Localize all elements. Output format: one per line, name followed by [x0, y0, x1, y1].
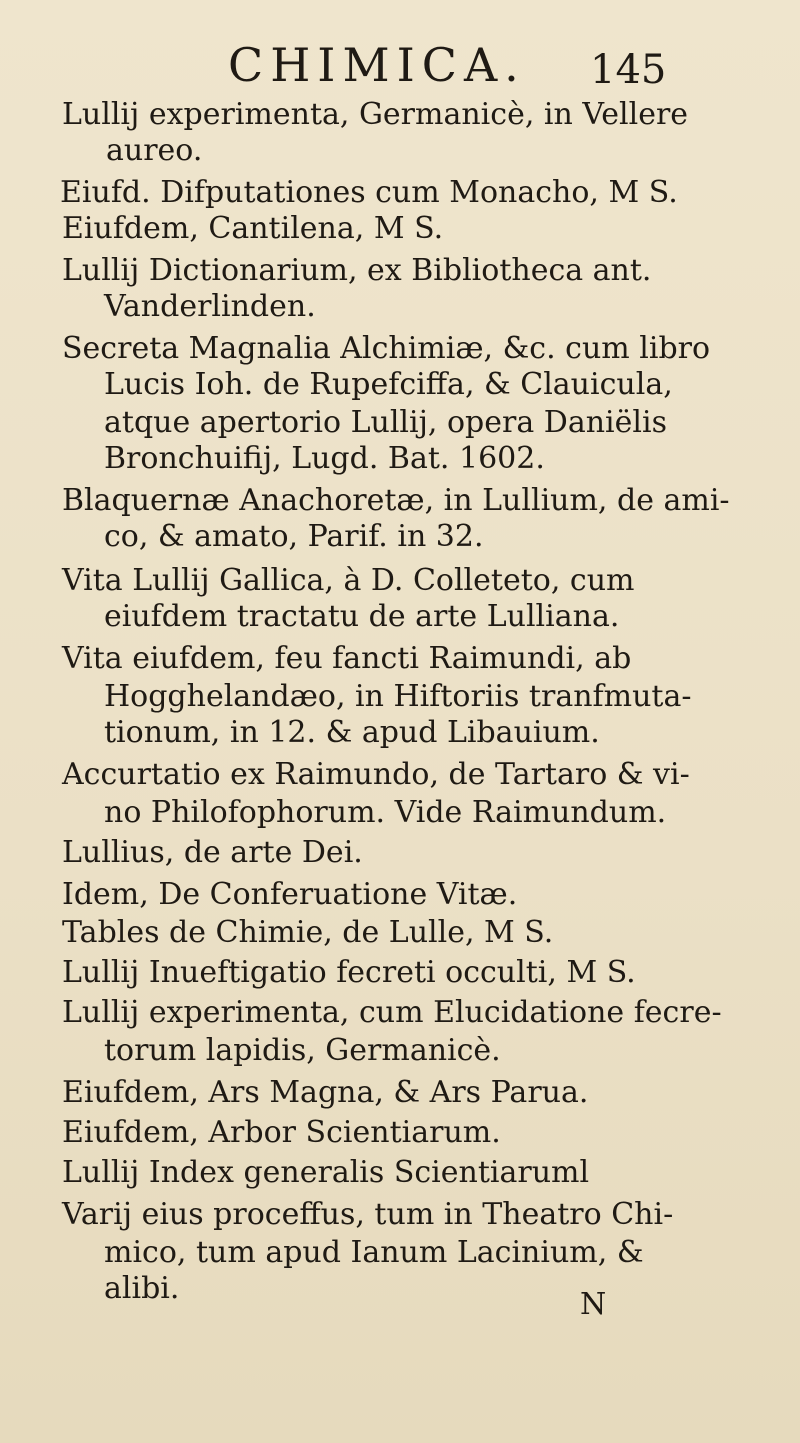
text-line: aureo. — [106, 133, 203, 168]
text-line: Idem, De Conferuatione Vitæ. — [62, 877, 518, 912]
text-line: Eiufdem, Arbor Scientiarum. — [62, 1115, 501, 1150]
text-line: Tables de Chimie, de Lulle, M S. — [62, 915, 554, 950]
text-line: Lullij Inueftigatio fecreti occulti, M S. — [62, 955, 636, 990]
page-number: 145 — [590, 47, 667, 93]
text-line: Eiufdem, Ars Magna, & Ars Parua. — [62, 1075, 589, 1110]
text-line: Lullij experimenta, cum Elucidatione fecre- — [62, 995, 722, 1030]
text-line: atque apertorio Lullij, opera Daniëlis — [104, 405, 667, 440]
text-line: Blaquernæ Anachoretæ, in Lullium, de ami- — [62, 483, 730, 518]
text-line: Lullius, de arte Dei. — [62, 835, 363, 870]
text-line: no Philofophorum. Vide Raimundum. — [104, 795, 667, 830]
text-line: Accurtatio ex Raimundo, de Tartaro & vi- — [62, 757, 690, 792]
text-line: Eiufd. Difputationes cum Monacho, M S. — [60, 175, 678, 210]
text-line: mico, tum apud Ianum Lacinium, & — [104, 1235, 644, 1270]
text-line: eiufdem tractatu de arte Lulliana. — [104, 599, 620, 634]
text-line: Eiufdem, Cantilena, M S. — [62, 211, 444, 246]
running-title: CHIMICA. — [228, 38, 526, 92]
text-line: Vita eiufdem, feu fancti Raimundi, ab — [62, 641, 632, 676]
text-line: co, & amato, Parif. in 32. — [104, 519, 484, 554]
text-line: Secreta Magnalia Alchimiæ, &c. cum libro — [62, 331, 711, 366]
text-line: Lucis Ioh. de Rupefciffa, & Clauicula, — [104, 367, 673, 402]
text-line: Vita Lullij Gallica, à D. Colleteto, cum — [62, 563, 635, 598]
signature-mark: N — [580, 1287, 607, 1322]
text-line: Hogghelandæo, in Hiftoriis tranfmuta- — [104, 679, 692, 714]
text-line: torum lapidis, Germanicè. — [104, 1033, 501, 1068]
text-line: Lullij Index generalis Scientiaruml — [62, 1155, 590, 1190]
text-line: Bronchuifij, Lugd. Bat. 1602. — [104, 441, 545, 476]
text-line: Vanderlinden. — [104, 289, 316, 324]
text-line: alibi. — [104, 1271, 180, 1306]
text-line: tionum, in 12. & apud Libauium. — [104, 715, 600, 750]
text-line: Lullij experimenta, Germanicè, in Vellere — [62, 97, 689, 132]
text-line: Varij eius proceffus, tum in Theatro Chi- — [62, 1197, 674, 1232]
text-line: Lullij Dictionarium, ex Bibliotheca ant. — [62, 253, 652, 288]
